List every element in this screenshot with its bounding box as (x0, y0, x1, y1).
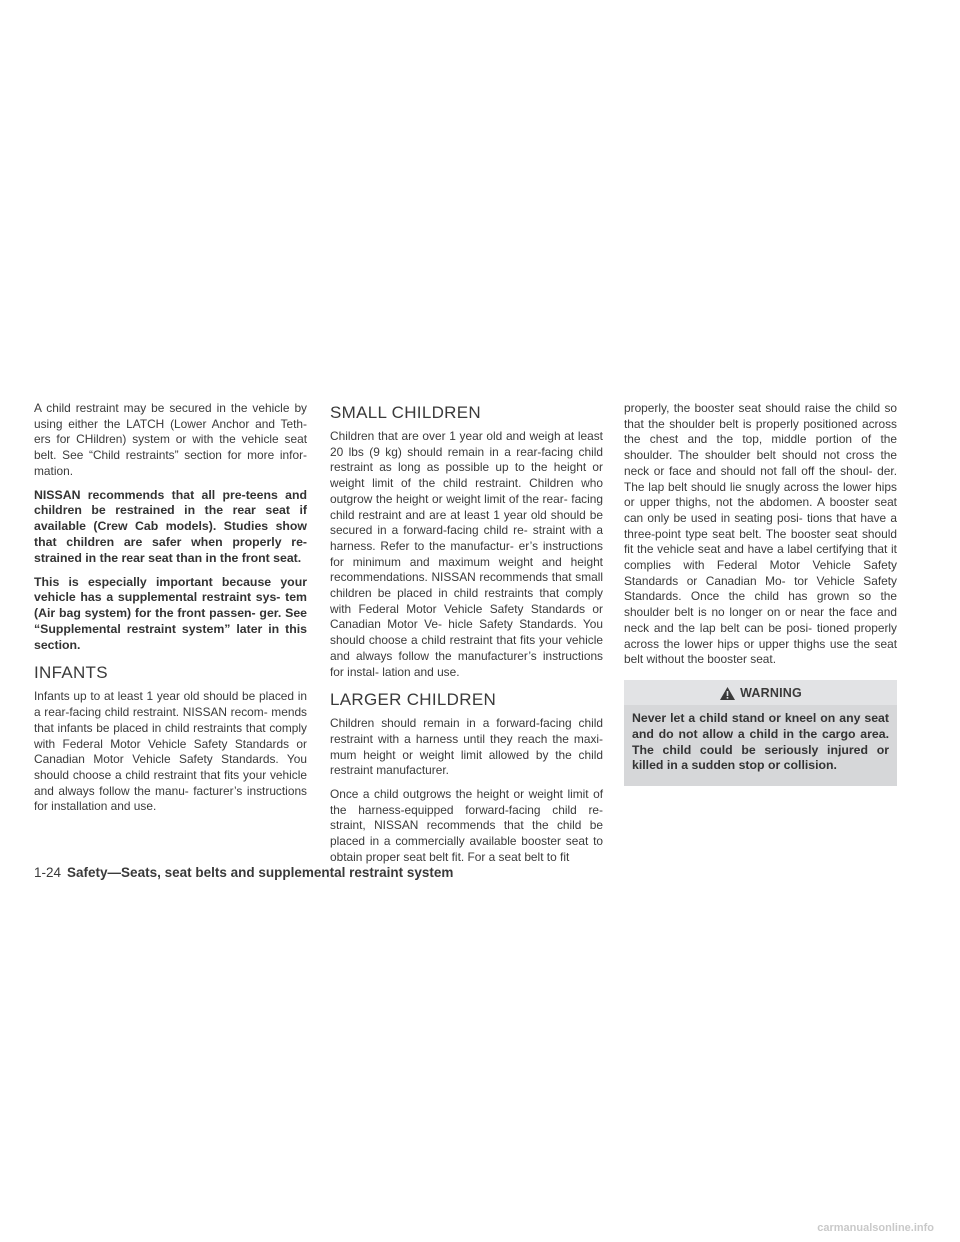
infants-paragraph: Infants up to at least 1 year old should be placed in a rear-facing child restraint. NISSAN recom- mends that infants be placed in child restraints that comply with Federal Motor Vehicle Safety Standards or Canadian Motor Vehicle Safety Standards. You should choose a child restraint that fits your vehicle and always follow the manu- facturer’s instructions for installation and use. (34, 689, 307, 814)
small-children-paragraph: Children that are over 1 year old and weigh at least 20 lbs (9 kg) should remain in a rear-facing child restraint as long as possible up to the height or weight limit of the child restraint. Children who outgrow the height or weight limit of the rear- facing child restraint and are at least 1 year old should be secured in a forward-facing child re- straint with a harness. Refer to the manufactur- er’s instructions for minimum and maximum weight and height recommendations. NISSAN recommends that small children be placed in child restraints that comply with Federal Motor Vehicle Safety Standards or Canadian Motor Ve- hicle Safety Standards. You should choose a child restraint that fits your vehicle and always follow the manufacturer’s instructions for instal- lation and use. (330, 429, 603, 679)
warning-box (624, 680, 897, 786)
larger-children-heading: LARGER CHILDREN (330, 690, 497, 710)
page-footer (34, 865, 453, 880)
larger-children-paragraph-2: Once a child outgrows the height or weight limit of the harness-equipped forward-facing child re- straint, NISSAN recommends that the child be placed in a commercially available booster seat to obtain proper seat belt fit. For a seat belt to fit (330, 787, 603, 864)
section-title: Safety—Seats, seat belts and supplemental restraint system (67, 865, 454, 880)
warning-title: WARNING (740, 686, 802, 701)
warning-header (624, 680, 897, 705)
larger-children-paragraph-1: Children should remain in a forward-facing child restraint with a harness until they reach the maxi- mum height or weight limit allowed by the child restraint manufacturer. (330, 716, 603, 778)
rear-seat-recommendation: NISSAN recommends that all pre-teens and children be restrained in the rear seat if available (Crew Cab models). Studies show that children are safer when properly re- strained in the rear seat than in the front seat. (34, 487, 307, 565)
column-left (34, 401, 307, 823)
column-middle (330, 401, 603, 874)
warning-triangle-icon (719, 686, 736, 701)
infants-heading: INFANTS (34, 663, 108, 683)
booster-seat-paragraph: properly, the booster seat should raise the child so that the shoulder belt is properly positioned across the chest and the top, middle portion of the shoulder. The shoulder belt should not cross the neck or face and should not fall off the shoul- der. The lap belt should lie snugly across the lower hips or upper thighs, not the abdomen. A booster seat can only be used in seating posi- tions that have a three-point type seat belt. The booster seat should fit the vehicle seat and have a label certifying that it complies with Federal Motor Vehicle Safety Standards or Canadian Mo- tor Vehicle Safety Standards. Once the child has grown so the shoulder belt is no longer on or near the face and neck and the lap belt can be posi- tioned properly across the lower hips or upper thighs use the seat belt without the booster seat. (624, 401, 897, 667)
column-right (624, 401, 897, 786)
small-children-heading: SMALL CHILDREN (330, 403, 481, 422)
intro-paragraph: A child restraint may be secured in the vehicle by using either the LATCH (Lower Anchor and Teth- ers for CHildren) system or with the vehicle seat belt. See “Child restraints” section for more infor- mation. (34, 401, 307, 478)
page-number: 1-24 (34, 865, 62, 880)
watermark: carmanualsonline.info (817, 1222, 934, 1234)
airbag-note: This is especially important because your vehicle has a supplemental restraint sys- tem (Air bag system) for the front passen- ger. See “Supplemental restraint system” later in this section. (34, 574, 307, 652)
warning-text: Never let a child stand or kneel on any seat and do not allow a child in the cargo area. The child could be seriously injured or killed in a sudden stop or collision. (632, 710, 889, 773)
